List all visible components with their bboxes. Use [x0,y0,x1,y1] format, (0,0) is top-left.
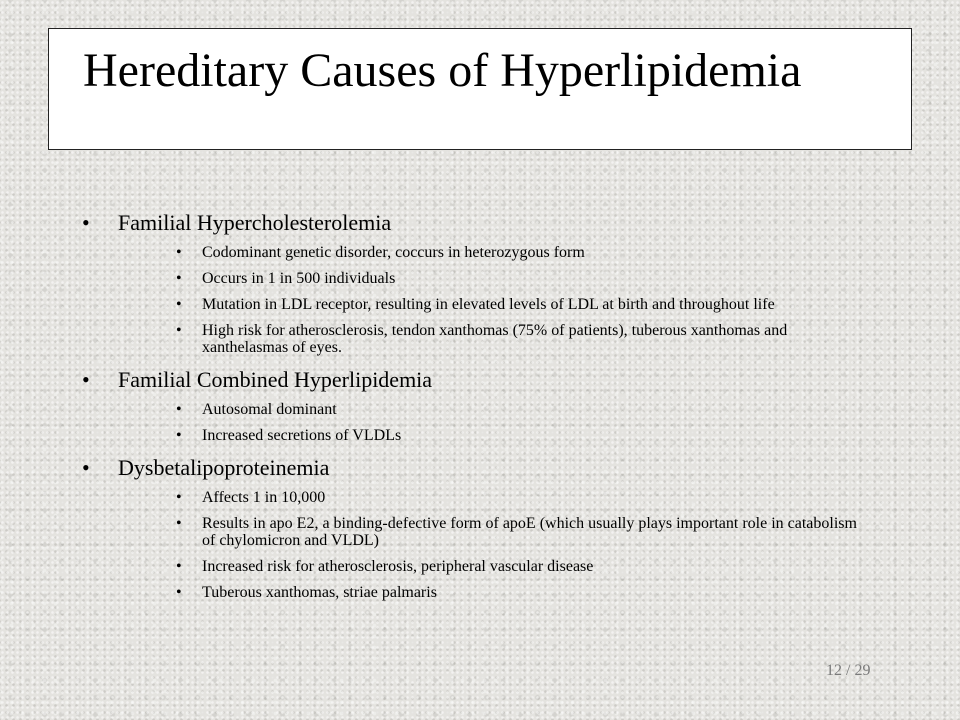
sub-bullet-text: Affects 1 in 10,000 [202,489,326,506]
sub-bullet [80,401,862,418]
sub-bullet [80,270,862,287]
level1-bullet [80,208,880,238]
bullet-icon: • [176,270,182,287]
sub-bullet-text: Autosomal dominant [202,401,337,418]
sub-bullet-text: Results in apo E2, a binding-defective form of apoE (which usually plays important role in catabolism of chylomicron and VLDL) [202,515,857,549]
section-familial-hypercholesterolemia [80,208,880,356]
section-heading: Familial Combined Hyperlipidemia [118,367,433,392]
sub-bullet-text: Tuberous xanthomas, striae palmaris [202,584,437,601]
sub-bullet-list [80,244,880,356]
level1-bullet [80,365,880,395]
sub-bullet [80,489,862,506]
section-dysbetalipoproteinemia [80,453,880,601]
sub-bullet [80,427,862,444]
level1-bullet [80,453,880,483]
bullet-icon: • [176,401,182,418]
section-familial-combined-hyperlipidemia [80,365,880,444]
bullet-icon: • [176,296,182,313]
sub-bullet [80,558,862,575]
sub-bullet-list [80,489,880,601]
bullet-icon: • [176,244,182,261]
sub-bullet [80,244,862,261]
section-heading: Dysbetalipoproteinemia [118,455,330,480]
bullet-icon: • [176,489,182,506]
sub-bullet-text: Mutation in LDL receptor, resulting in elevated levels of LDL at birth and throughout life [202,296,775,313]
bullet-content [80,208,880,610]
sub-bullet [80,584,862,601]
page-number: 12 / 29 [826,662,871,679]
sub-bullet [80,322,862,356]
sub-bullet-text: High risk for atherosclerosis, tendon xanthomas (75% of patients), tuberous xanthomas and xanthelasmas of eyes. [202,322,788,356]
section-heading: Familial Hypercholesterolemia [118,210,392,235]
bullet-icon: • [82,210,90,235]
bullet-icon: • [176,558,182,575]
bullet-icon: • [176,322,182,339]
bullet-icon: • [176,515,182,532]
sub-bullet-text: Occurs in 1 in 500 individuals [202,270,396,287]
sub-bullet [80,296,862,313]
bullet-icon: • [82,455,90,480]
title-box [48,28,912,150]
bullet-icon: • [82,367,90,392]
sub-bullet-text: Increased risk for atherosclerosis, peripheral vascular disease [202,558,594,575]
sub-bullet [80,515,862,549]
bullet-icon: • [176,427,182,444]
slide-title: Hereditary Causes of Hyperlipidemia [83,44,802,97]
bullet-icon: • [176,584,182,601]
sub-bullet-list [80,401,880,444]
sub-bullet-text: Increased secretions of VLDLs [202,427,402,444]
sub-bullet-text: Codominant genetic disorder, coccurs in heterozygous form [202,244,585,261]
